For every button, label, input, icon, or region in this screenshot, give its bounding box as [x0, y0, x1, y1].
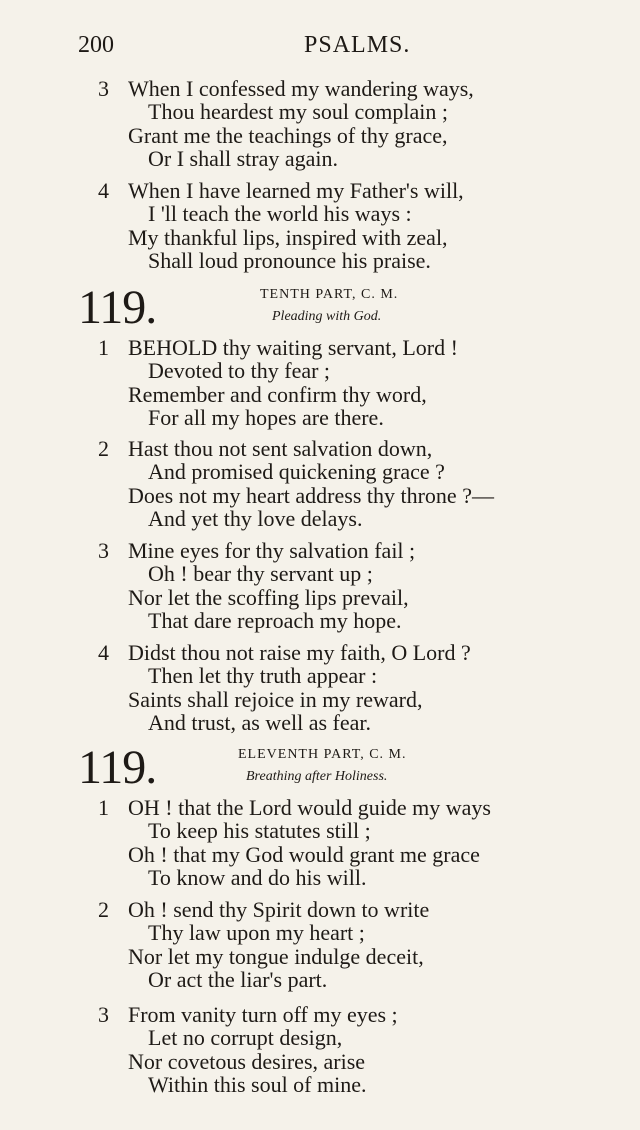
line-text: When I have learned my Father's will, [128, 178, 464, 203]
stanza-line [98, 968, 429, 991]
stanza-line [98, 819, 491, 842]
stanza [98, 796, 491, 889]
line-text: Or act the liar's part. [148, 966, 328, 992]
hymn-number: 119. [78, 741, 157, 794]
line-text: Didst thou not raise my faith, O Lord ? [128, 640, 471, 665]
stanza-number: 1 [98, 795, 109, 820]
stanza-line [98, 249, 464, 272]
stanza-line [98, 843, 491, 866]
stanza [98, 641, 471, 734]
stanza-line [98, 147, 474, 170]
line-text: And promised quickening grace ? [148, 459, 445, 485]
line-text: Oh ! send thy Spirit down to write [128, 897, 430, 922]
line-text: From vanity turn off my eyes ; [128, 1002, 398, 1027]
running-title: PSALMS. [304, 32, 411, 58]
stanza-number: 2 [98, 436, 109, 461]
line-text: I 'll teach the world his ways : [148, 201, 412, 227]
line-text: Let no corrupt design, [148, 1025, 343, 1051]
stanza [98, 1003, 398, 1096]
line-text: Mine eyes for thy salvation fail ; [128, 538, 416, 563]
line-text: And trust, as well as fear. [148, 709, 371, 735]
line-text: My thankful lips, inspired with zeal, [128, 224, 448, 250]
page-number: 200 [78, 32, 114, 58]
stanza-line [98, 1003, 398, 1026]
line-text: OH ! that the Lord would guide my ways [128, 795, 491, 820]
stanza [98, 179, 464, 272]
line-text: Grant me the teachings of thy grace, [128, 122, 448, 148]
stanza-line [98, 688, 471, 711]
stanza-line [98, 1050, 398, 1073]
stanza-line [98, 866, 491, 889]
line-text: Nor let my tongue indulge deceit, [128, 943, 424, 969]
stanza-line [98, 1026, 398, 1049]
stanza [98, 336, 458, 429]
line-text: Or I shall stray again. [148, 145, 338, 171]
line-text: Hast thou not sent salvation down, [128, 436, 433, 461]
stanza-line [98, 100, 474, 123]
stanza-number: 2 [98, 897, 109, 922]
line-text: That dare reproach my hope. [148, 607, 402, 633]
stanza-line [98, 1073, 398, 1096]
line-text: And yet thy love delays. [148, 505, 363, 531]
hymn-subtitle: Breathing after Holiness. [246, 769, 388, 784]
line-text: Shall loud pronounce his praise. [148, 247, 431, 273]
line-text: For all my hopes are there. [148, 404, 384, 430]
stanza-line [98, 226, 464, 249]
stanza [98, 898, 429, 991]
line-text: To know and do his will. [148, 864, 367, 890]
stanza-number: 4 [98, 640, 109, 665]
stanza-number: 4 [98, 178, 109, 203]
stanza-line [98, 406, 458, 429]
stanza-number: 3 [98, 76, 109, 101]
stanza-line [98, 460, 494, 483]
stanza-number: 3 [98, 1002, 109, 1027]
stanza-line [98, 507, 494, 530]
line-text: Does not my heart address thy throne ?— [128, 482, 494, 508]
stanza-line [98, 539, 415, 562]
stanza [98, 539, 415, 632]
line-text: Nor let the scoffing lips prevail, [128, 584, 409, 610]
line-text: BEHOLD thy waiting servant, Lord ! [128, 335, 458, 360]
hymn-subtitle: Pleading with God. [272, 309, 382, 324]
line-text: Oh ! that my God would grant me grace [128, 841, 480, 867]
line-text: Thy law upon my heart ; [148, 920, 365, 946]
stanza-line [98, 898, 429, 921]
line-text: Remember and confirm thy word, [128, 381, 427, 407]
line-text: Saints shall rejoice in my reward, [128, 686, 423, 712]
line-text: Oh ! bear thy servant up ; [148, 561, 373, 587]
stanza-number: 1 [98, 335, 109, 360]
stanza-line [98, 202, 464, 225]
hymn-number: 119. [78, 281, 157, 334]
stanza-line [98, 383, 458, 406]
line-text: Nor covetous desires, arise [128, 1048, 366, 1074]
stanza [98, 437, 494, 530]
stanza-line [98, 562, 415, 585]
meter-label: TENTH PART, C. M. [260, 287, 399, 302]
stanza-line [98, 336, 458, 359]
stanza-line [98, 796, 491, 819]
line-text: To keep his statutes still ; [148, 818, 371, 844]
line-text: Within this soul of mine. [148, 1071, 367, 1097]
stanza-line [98, 921, 429, 944]
line-text: Devoted to thy fear ; [148, 358, 331, 384]
stanza-line [98, 124, 474, 147]
stanza-line [98, 359, 458, 382]
stanza-line [98, 711, 471, 734]
line-text: Thou heardest my soul complain ; [148, 99, 448, 125]
stanza-line [98, 179, 464, 202]
stanza-line [98, 586, 415, 609]
stanza-line [98, 437, 494, 460]
stanza-number: 3 [98, 538, 109, 563]
meter-label: ELEVENTH PART, C. M. [238, 747, 407, 762]
stanza-line [98, 664, 471, 687]
stanza [98, 77, 474, 170]
line-text: When I confessed my wandering ways, [128, 76, 474, 101]
stanza-line [98, 945, 429, 968]
stanza-line [98, 77, 474, 100]
line-text: Then let thy truth appear : [148, 663, 378, 689]
stanza-line [98, 641, 471, 664]
stanza-line [98, 484, 494, 507]
stanza-line [98, 609, 415, 632]
